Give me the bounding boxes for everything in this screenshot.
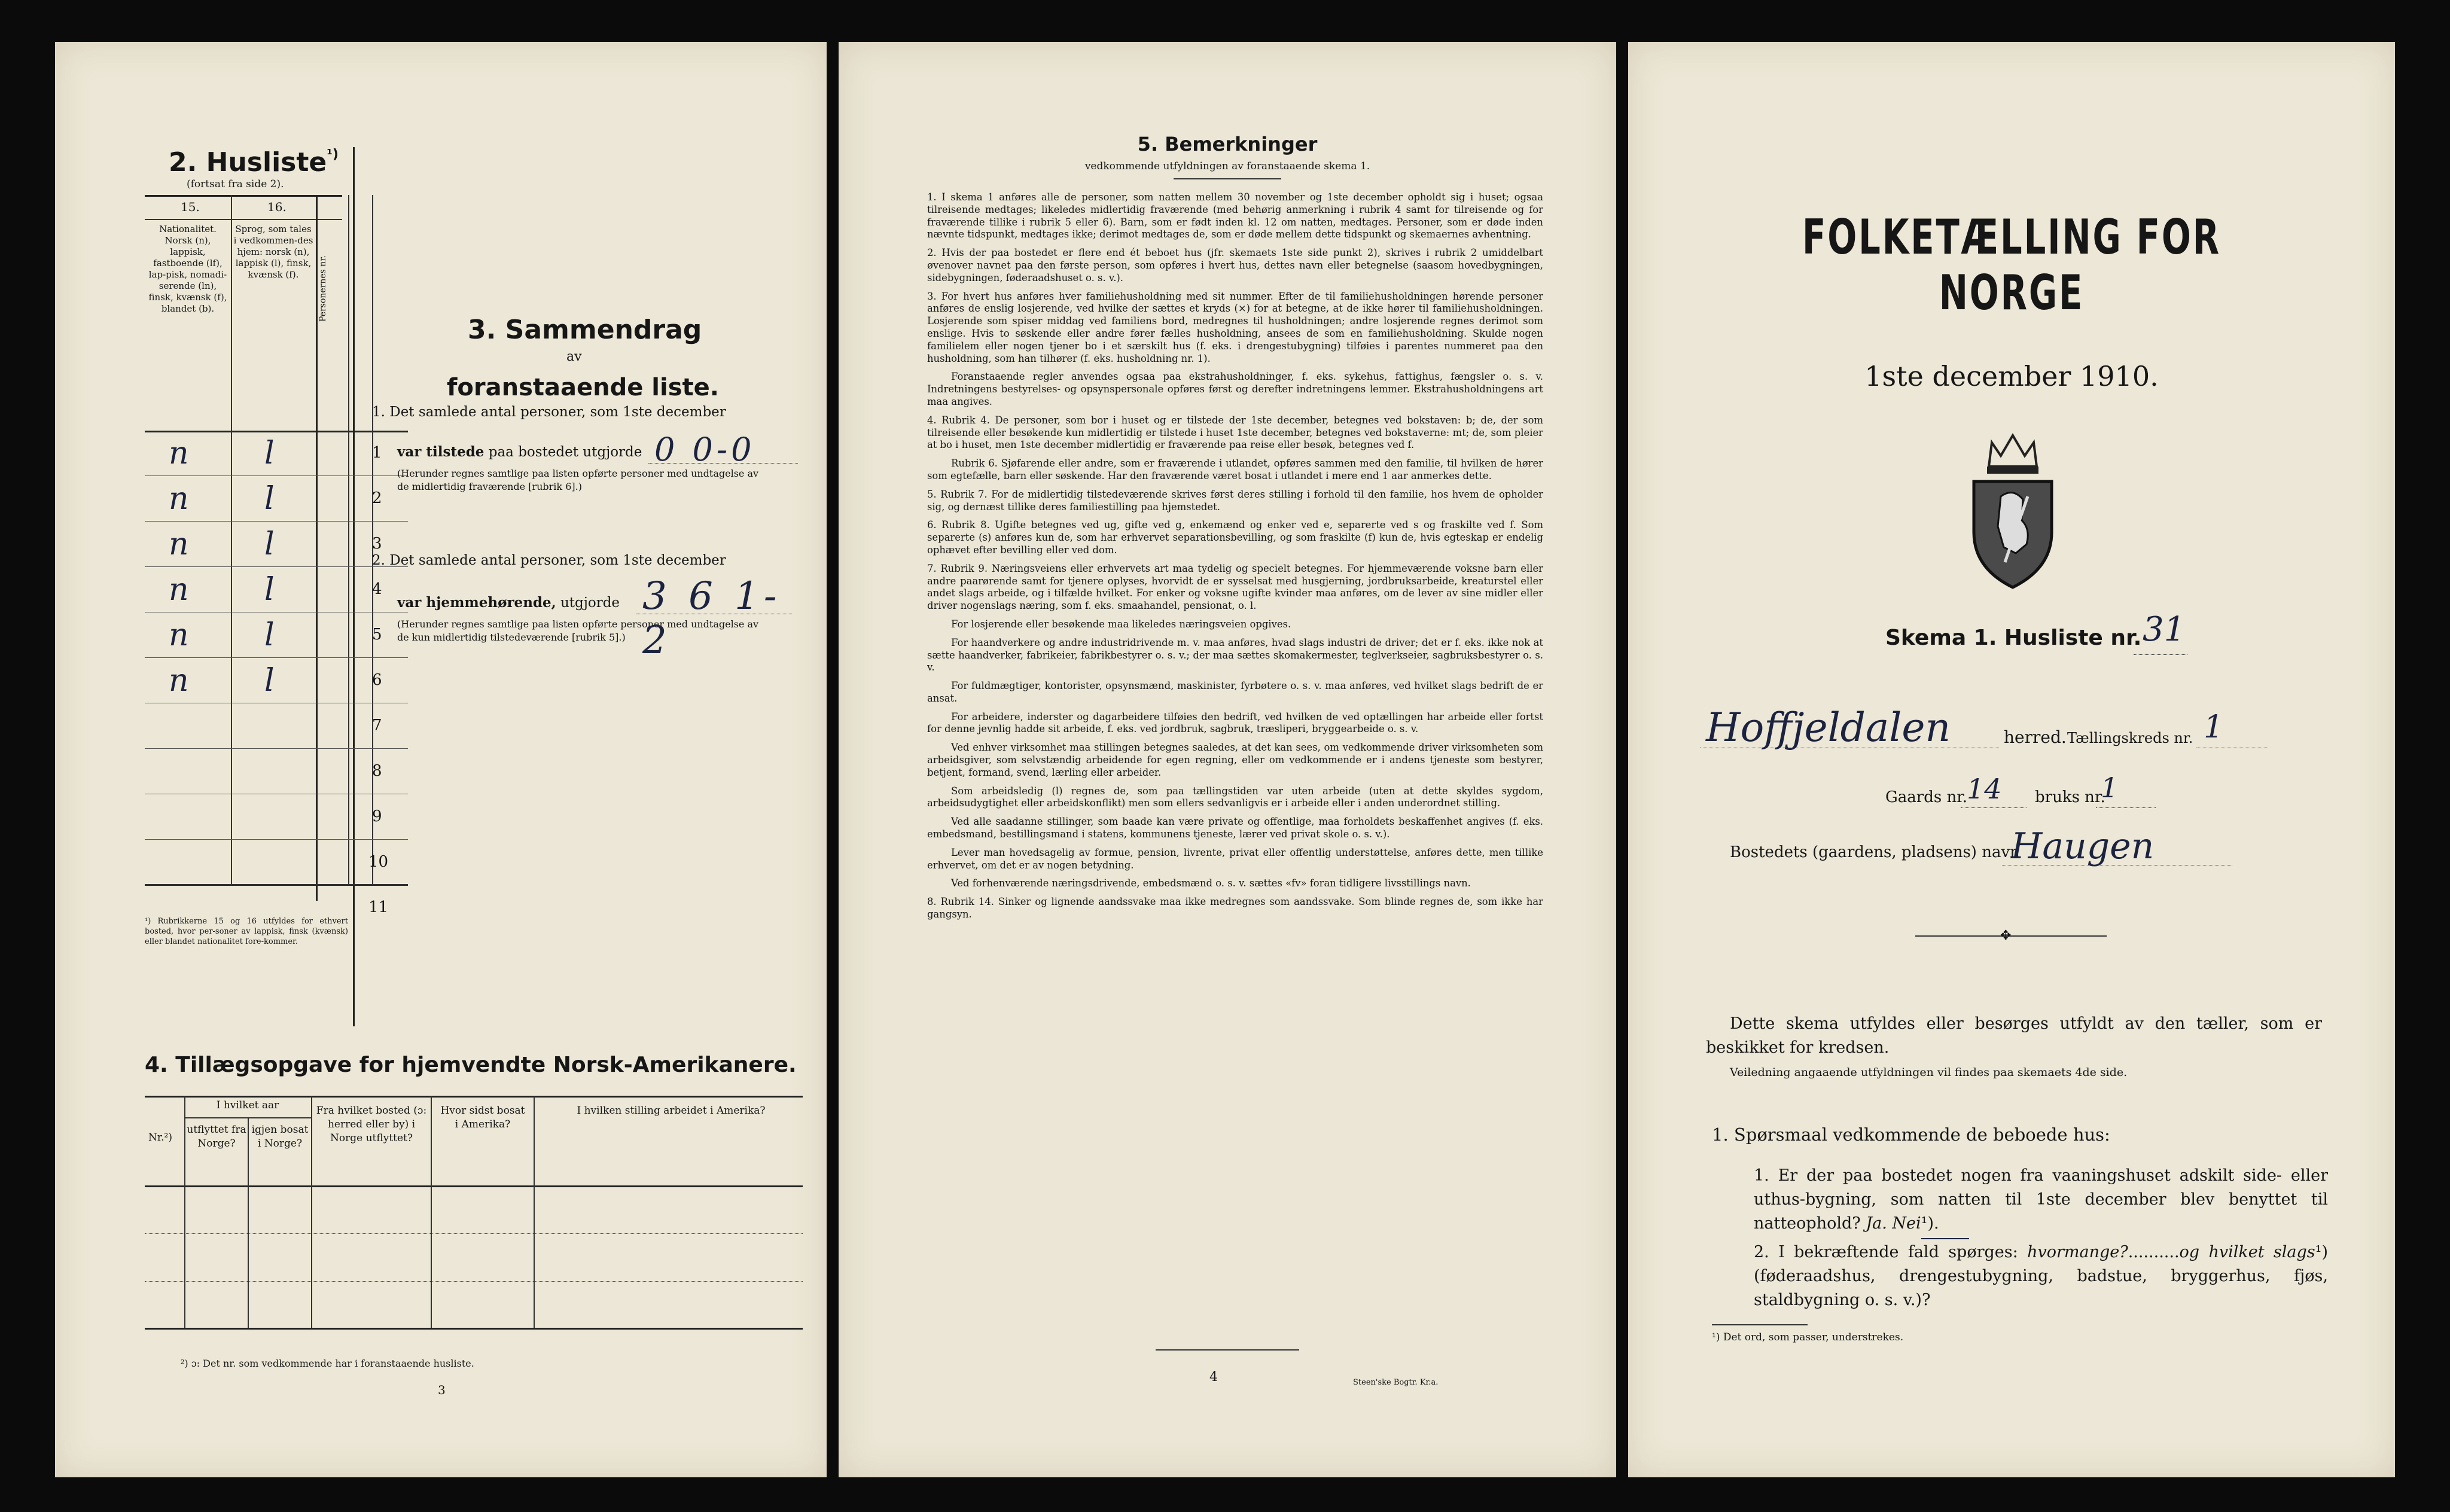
nationality-cell: n <box>169 526 189 562</box>
item-2-label-bold: var hjemmehørende, <box>397 595 556 611</box>
question-heading-text: 1. Spørsmaal vedkommende de beboede hus: <box>1712 1124 2110 1145</box>
rule <box>184 1096 185 1328</box>
remark-paragraph: 7. Rubrik 9. Næringsveiens eller erhvervets art maa tydelig og specielt betegnes. For hjemmeværende voksne barn eller andre paarørende samt for tjenere oplyses, hvorvidt de er sysselsat med husgjerning, jordbruksarbeide, kreaturstel eller andet slags arbeide, og i tilfælde hvilket. For enker og voksne ugifte kvinder maa anføres, om de lever av sine midler eller driver nogenslags næring, som f. eks. smaahandel, pensionat, o. l. <box>927 562 1543 612</box>
item-1-label: paa bostedet utgjorde <box>488 444 642 460</box>
printer-imprint: Steen'ske Bogtr. Kr.a. <box>1353 1378 1439 1387</box>
col-16-number: 16. <box>267 200 287 214</box>
remark-paragraph: Foranstaaende regler anvendes ogsaa paa ekstrahusholdninger, f. eks. sykehus, fattighus, fængsler o. s. v. Indretningens bestyrelses- og opsynspersonale opføres først og derefter indretningens lemmer. Ekstrahusholdningens art maa angives. <box>927 371 1543 407</box>
person-number: 6 <box>372 671 382 689</box>
question-1-text: 1. Er der paa bostedet nogen fra vaaningshuset adskilt side- eller uthus-bygning, som natten til 1ste december blev benyttet til natteophold? <box>1754 1166 2328 1233</box>
cover-footnote: ¹) Det ord, som passer, understrekes. <box>1712 1331 1904 1343</box>
husliste-subtitle: (fortsat fra side 2). <box>187 178 284 190</box>
item-2-label: utgjorde <box>560 595 620 611</box>
gaards-label: Gaards nr. <box>1885 788 1968 806</box>
question-2-hvilket: hvilket slags <box>2208 1243 2315 1261</box>
value-line <box>648 463 798 464</box>
bemerkninger-subtitle: vedkommende utfyldningen av foranstaaende skema 1. <box>1084 160 1370 172</box>
remark-paragraph: For losjerende eller besøkende maa likeledes næringsveien opgives. <box>951 618 1291 630</box>
table-row <box>145 703 408 749</box>
rule <box>431 1096 432 1328</box>
remark-paragraph: Ved alle saadanne stillinger, som baade kan være private og offentlige, maa forholdets beskaffenhet angives (f. eks. embedsmand, bestillingsmand i statens, kommunens tjeneste, lærer ved privat skole o. s. v.). <box>927 816 1543 840</box>
remark-paragraph: Lever man hovedsagelig av formue, pension, livrente, privat eller offentlig understøttelse, anføres dette, men tillike erhvervet, om det er av nogen betydning. <box>927 846 1543 871</box>
remark-paragraph: 5. Rubrik 7. For de midlertidig tilstedeværende skrives først deres stilling i forhold til den familie, hos hvem de opholder sig, og dernæst tillike deres familiestilling paa hjemstedet. <box>927 488 1543 513</box>
remark-paragraph: Som arbeidsledig (l) regnes de, som paa tællingstiden var uten arbeide (uten at dette skyldes sygdom, arbeidsudygtighet eller arbeidskonflikt) men som ellers sedvanligvis er i arbeide eller i anden underordnet stilling. <box>927 785 1543 809</box>
answer-underline <box>1921 1238 1969 1239</box>
table-row <box>145 749 408 794</box>
question-2: 2. I bekræftende fald spørges: hvormange?..........og hvilket slags¹) (føderaadshus, drengestubygning, badstue, bryggerhus, fjøs, staldbygning o. s. v.)? <box>1754 1243 2328 1309</box>
nationality-cell: n <box>169 481 189 517</box>
document-date: 1ste december 1910. <box>1864 360 2159 392</box>
kreds-label: Tællingskreds nr. <box>2067 730 2193 746</box>
item-1-value: 0 0-0 <box>654 431 755 468</box>
bemerkninger-title: 5. Bemerkninger <box>1137 133 1318 156</box>
sammendrag-av: av <box>566 349 582 364</box>
person-number: 9 <box>372 807 382 825</box>
page-3 <box>55 42 827 1477</box>
divider <box>1174 178 1281 179</box>
nationality-cell: n <box>169 663 189 699</box>
question-2-options: (føderaadshus, drengestubygning, badstue, bryggerhus, fjøs, staldbygning o. s. v.)? <box>1754 1267 2328 1309</box>
sammendrag-title: 3. Sammendrag <box>468 315 702 345</box>
remark-paragraph: 1. I skema 1 anføres alle de personer, som natten mellem 30 november og 1ste december opholdt sig i huset; ogsaa tilreisende medtages; likeledes midlertidig fraværende (med behørig anmerkning i rubrik 4 samt for tilreisende og for fraværende tillike i rubrik 5 eller 6). Barn, som er født inden kl. 12 om natten, medtages. Personer, som er døde inden nævnte tidspunkt, medtages ikke; derimot medtages de, som er døde mellem dette tidspunkt og skemaernes avhentning. <box>927 191 1543 240</box>
document-title: FOLKETÆLLING FOR NORGE <box>1802 209 2221 321</box>
divider <box>1712 1324 1808 1325</box>
value-line <box>2134 654 2187 655</box>
intro-text: Dette skema utfyldes eller besørges utfyldt av den tæller, som er beskikket for kredsen. <box>1706 1014 2322 1057</box>
tillaeg-col-hvilket-aar: I hvilket aar <box>216 1099 279 1111</box>
question-1-answer: Ja. Nei <box>1866 1214 1921 1233</box>
ornament-icon: ✥ <box>2000 928 2012 943</box>
remark-paragraph: For fuldmægtiger, kontorister, opsynsmænd, maskinister, fyrbøtere o. s. v. maa anføres, ved hvilket slags bedrift de er ansat. <box>927 680 1543 704</box>
person-number: 5 <box>372 626 382 644</box>
language-cell: l <box>264 617 275 653</box>
gaards-value: 14 <box>1967 773 2002 805</box>
rule <box>145 1185 803 1187</box>
language-cell: l <box>264 526 275 562</box>
language-cell: l <box>264 663 275 699</box>
person-number: 8 <box>372 762 382 780</box>
husliste-footnote: ¹) Rubrikkerne 15 og 16 utfyldes for ethvert bosted, hvor per-soner av lappisk, finsk (kvænsk) eller blandet nationalitet fore-kommer. <box>145 917 348 946</box>
remark-paragraph: Ved enhver virksomhet maa stillingen betegnes saaledes, at det kan sees, om vedkommende driver virksomheten som arbeidsgiver, som selvstændig arbeidende for egen regning, eller om vedkommende er i andens tjeneste som bestyrer, betjent, formand, svend, lærling eller arbeider. <box>927 742 1543 778</box>
remark-paragraph: 8. Rubrik 14. Sinker og lignende aandssvake maa ikke medregnes som aandssvake. Som blinde regnes de, som ikke har gangsyn. <box>927 896 1543 920</box>
question-1 <box>1754 1164 2328 1236</box>
bemerkninger-body <box>927 191 1543 927</box>
remark-paragraph: For arbeidere, inderster og dagarbeidere tilføies den bedrift, ved hvilken de ved optællingen har arbeide eller fortst for denne jevnlig hadde sit arbeide, f. eks. ved jordbruk, sagbruk, træsliperi, bryggearbeide o. s. v. <box>927 711 1543 735</box>
tillaeg-col-nr: Nr.²) <box>148 1132 172 1144</box>
husliste-title: 2. Husliste$^{^1)}$ <box>169 147 339 178</box>
question-2-og: og <box>2179 1243 2200 1261</box>
tillaeg-col-sidst-bosat: Hvor sidst bosat i Amerika? <box>440 1105 525 1130</box>
bosted-label: Bostedets (gaardens, pladsens) navn <box>1730 843 2020 861</box>
col-15-number: 15. <box>181 200 200 214</box>
bruks-value: 1 <box>2101 772 2119 804</box>
rule <box>145 1281 803 1282</box>
person-number: 11 <box>368 898 389 916</box>
bosted-value: Haugen <box>2011 825 2155 867</box>
rule <box>184 1117 311 1118</box>
person-number: 3 <box>372 535 382 553</box>
item-2-value: 3 6 1-2 <box>642 574 782 663</box>
page-number: 4 <box>1209 1370 1218 1385</box>
person-number: 7 <box>372 717 382 734</box>
tillaeg-col-igjen: igjen bosat i Norge? <box>251 1124 309 1150</box>
sammendrag-item-2 <box>366 553 785 663</box>
language-cell: l <box>264 481 275 517</box>
tillaeg-title: 4. Tillægsopgave for hjemvendte Norsk-Amerikanere. <box>145 1053 797 1077</box>
remark-paragraph: Ved forhenværende næringsdrivende, embedsmænd o. s. v. sættes «fv» foran tidligere livsstillings navn. <box>951 877 1471 889</box>
cover-page <box>1628 42 2395 1477</box>
skema-label: Skema 1. Husliste nr. <box>1885 626 2142 650</box>
value-line <box>2096 807 2156 808</box>
page-number: 3 <box>438 1383 446 1397</box>
kreds-value: 1 <box>2204 709 2224 745</box>
col-personnr-header: Personernes nr. <box>318 255 328 322</box>
language-cell: l <box>264 572 275 608</box>
veiledning-text: Veiledning angaaende utfyldningen vil findes paa skemaets 4de side. <box>1730 1066 2128 1079</box>
person-number: 2 <box>372 489 382 507</box>
tillaeg-col-utflyttet: utflyttet fra Norge? <box>187 1124 246 1150</box>
tillaeg-footnote: ²) ɔ: Det nr. som vedkommende har i foranstaaende husliste. <box>181 1358 474 1369</box>
remark-paragraph: Rubrik 6. Sjøfarende eller andre, som er fraværende i utlandet, opføres sammen med den familie, til hvilken de hører som egtefælle, barn eller søskende. Har den fraværende været bosat i utlandet i mere end 1 aar anmerkes dette. <box>927 458 1543 481</box>
item-2-text: 2. Det samlede antal personer, som 1ste december <box>372 553 726 568</box>
rule <box>145 219 342 220</box>
item-1-text: 1. Det samlede antal personer, som 1ste december <box>372 404 726 420</box>
husliste-number: 31 <box>2143 610 2186 649</box>
col-16-header: Sprog, som tales i vedkommen-des hjem: norsk (n), lappisk (l), finsk, kvænsk (f). <box>233 224 313 280</box>
rule <box>311 1096 312 1328</box>
remark-paragraph: For haandverkere og andre industridrivende m. v. maa anføres, hvad slags industri de driver; det er f. eks. ikke nok at sætte haandverker, fabrikeier, fabrikbestyrer o. s. v.; der maa sættes skomakermester, teglverkseier, sagbruksbestyrer o. s. v. <box>927 636 1543 673</box>
question-1-sup: ¹). <box>1921 1214 1939 1233</box>
person-number: 1 <box>372 444 382 462</box>
item-2-note: (Herunder regnes samtlige paa listen opførte personer med undtagelse av de kun midlertidig tilstedeværende [rubrik 5].) <box>397 618 759 643</box>
person-number: 4 <box>372 580 382 598</box>
language-cell: l <box>264 435 275 471</box>
rule <box>145 195 342 197</box>
question-heading <box>1712 1124 2110 1145</box>
herred-label: herred. <box>2004 727 2067 747</box>
remark-paragraph: 3. For hvert hus anføres hver familiehusholdning med sit nummer. Efter de til familiehusholdningen hørende personer anføres de enslig losjerende, ved hvilke der sættes et kryds (×) for at betegne, at de ikke hører til familiehusholdningen. Losjerende som spiser middag ved familiens bord, medregnes til husholdningen; andre losjerende regnes derimot som enslige. Hvis to søskende eller andre fører fælles husholdning, ansees de som en familiehusholdning. Skulde nogen familielem eller nogen tjener bo i et særskilt hus (f. eks. i drengestubygning) tilføies i parentes nummeret paa den husholdning, som han tilhører (f. eks. husholdning nr. 1). <box>927 290 1543 364</box>
question-2-hvormange: hvormange? <box>2027 1243 2128 1261</box>
tillaeg-table <box>145 1096 803 1329</box>
rule <box>145 1233 803 1234</box>
coat-of-arms-icon <box>1956 425 2070 592</box>
remark-paragraph: 2. Hvis der paa bostedet er flere end ét beboet hus (jfr. skemaets 1ste side punkt 2), skrives i rubrik 2 umiddelbart øvenover navnet paa den første person, som opføres i hvert hus, dettes navn eller betegnelse (saasom hovedbygningen, sidebygningen, føderaadshuset o. s. v.). <box>927 247 1543 284</box>
rule <box>248 1117 249 1328</box>
table-row <box>145 658 408 703</box>
item-1-label-bold: var tilstede <box>397 444 484 460</box>
table-row <box>145 840 408 885</box>
question-2-text: 2. I bekræftende fald spørges: <box>1754 1243 2018 1261</box>
herred-value: Hoffjeldalen <box>1706 705 1951 751</box>
bruks-label: bruks nr. <box>2035 788 2105 806</box>
husliste-rows <box>145 431 408 930</box>
tillaeg-col-stilling: I hvilken stilling arbeidet i Amerika? <box>577 1105 766 1117</box>
item-1-line <box>397 431 785 468</box>
rule <box>534 1096 535 1328</box>
sammendrag-subtitle: foranstaaende liste. <box>447 374 719 401</box>
remark-paragraph: 4. Rubrik 4. De personer, som bor i huset og er tilstede der 1ste december, betegnes ved bokstaven: b; de, der som tilreisende eller besøkende kun midlertidig er tilstede i huset 1ste december, betegnes ved bokstaverne: mt; de, som pleier at bo i huset, men 1ste december midlertidig er fraværende paa reise eller besøk, betegnes ved f. <box>927 414 1543 451</box>
rule <box>145 1328 803 1330</box>
sammendrag-item-1 <box>366 404 785 493</box>
col-15-header: Nationalitet. Norsk (n), lappisk, fastboende (lf), lap-pisk, nomadi-serende (ln), finsk, kvænsk (f), blandet (b). <box>148 224 227 314</box>
rule <box>145 1096 803 1098</box>
nationality-cell: n <box>169 617 189 653</box>
page-4 <box>839 42 1616 1477</box>
table-row <box>145 794 408 840</box>
person-number: 10 <box>368 853 389 871</box>
nationality-cell: n <box>169 572 189 608</box>
divider <box>1156 1349 1299 1351</box>
tillaeg-col-fra-bosted: Fra hvilket bosted (ɔ: herred eller by) i Norge utflyttet? <box>316 1105 427 1144</box>
value-line <box>1961 807 2027 808</box>
nationality-cell: n <box>169 435 189 471</box>
item-1-note: (Herunder regnes samtlige paa listen opførte personer med undtagelse av de midlertidig fraværende [rubrik 6].) <box>397 468 759 492</box>
remark-paragraph: 6. Rubrik 8. Ugifte betegnes ved ug, gifte ved g, enkemænd og enker ved e, separerte ved s og fraskilte ved f. Som separerte (s) anføres kun de, som har erhvervet separationsbevilling, og som fraskilte (f) kun de, hvis egteskap er endelig ophævet efter bevilling eller ved dom. <box>927 519 1543 556</box>
